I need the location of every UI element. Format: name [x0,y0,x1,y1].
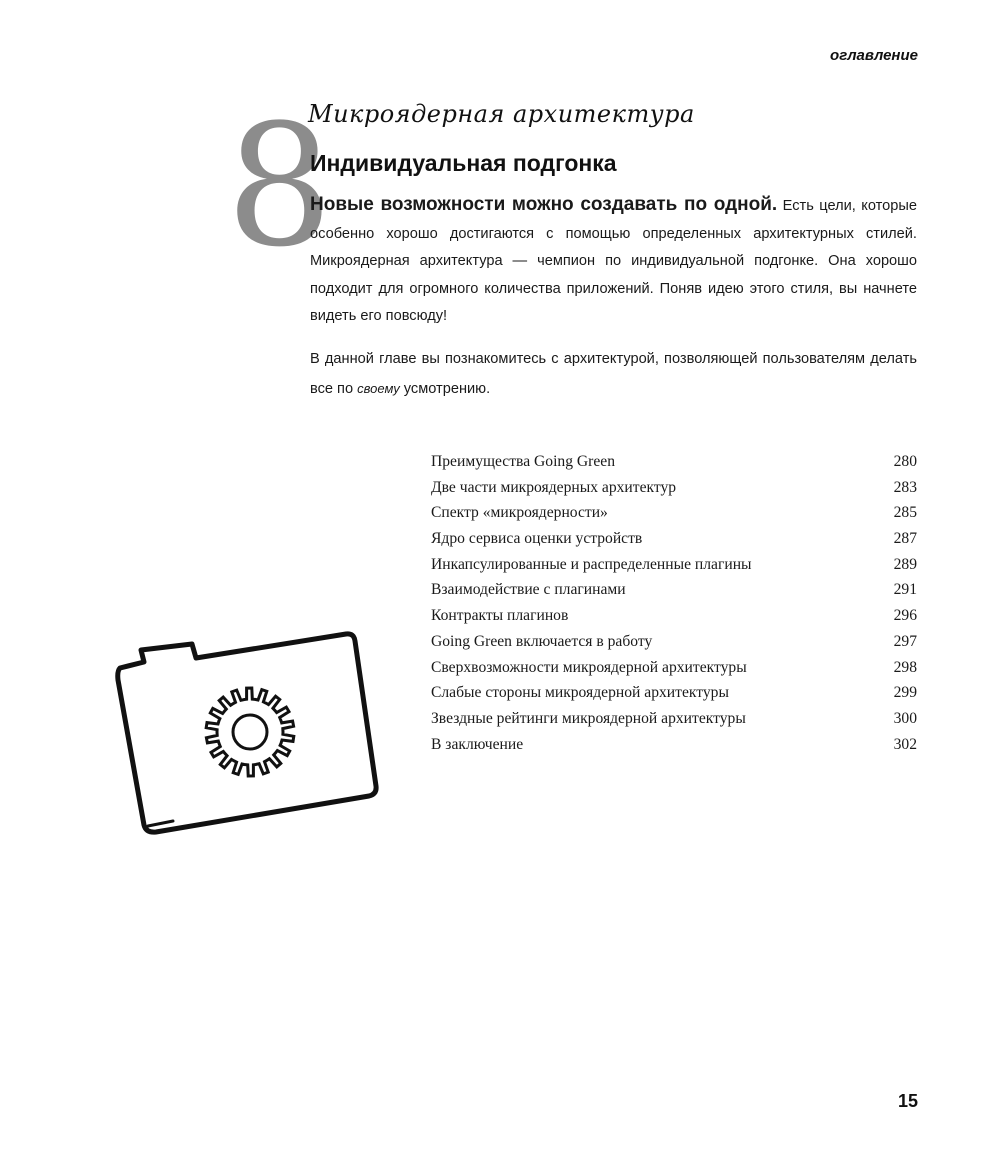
toc-entry-page: 280 [893,453,917,470]
toc-entry-title: Ядро сервиса оценки устройств [431,530,643,548]
intro-text: Есть цели, которые особенно хорошо достигаются с помощью определенных архитектурных стилей. Микроядерная архитектура — чемпион по индивидуальной подгонке. Она хорошо подходит для огромного количества приложений. Поняв идею этого стиля, вы начнете видеть его повсюду! [310,198,917,324]
toc-entry-title: В заключение [431,735,524,753]
toc-entry[interactable] [431,581,917,607]
toc-entry-title: Слабые стороны микроядерной архитектуры [431,684,729,702]
intro-lead: Новые возможности можно создавать по одной. [310,194,778,215]
toc-entry-page: 297 [893,632,917,650]
toc-entry-title: Сверхвозможности микроядерной архитектуры [431,658,747,676]
toc-entry-page: 287 [893,530,917,548]
gear-icon [206,688,294,776]
toc-entry[interactable] [431,736,917,762]
toc-entry-title: Две части микроядерных архитектур [431,478,677,496]
toc-entry[interactable] [431,479,917,505]
toc-entry[interactable] [431,684,917,710]
toc-entry-page: 283 [893,478,917,496]
toc-entry[interactable] [431,504,917,530]
toc-entry[interactable] [431,659,917,685]
toc-entry[interactable] [431,453,917,479]
chapter-kicker: Микроядерная архитектура [308,100,695,128]
chapter-number: 8 [226,88,333,284]
summary-text-start: В данной главе вы познакомитесь с архитектурой, позволяющей пользователям делать все по [310,351,917,397]
summary-emphasis: своему [357,381,400,396]
toc-entry-page: 285 [893,504,917,522]
toc-entry[interactable] [431,530,917,556]
toc-entry-page: 291 [893,581,917,599]
page-number: 15 [897,1091,918,1111]
toc-entry[interactable] [431,633,917,659]
toc-entry-page: 296 [893,607,917,625]
toc-entry-title: Контракты плагинов [431,607,569,625]
summary-text-end: усмотрению. [399,381,491,397]
chapter-intro [310,191,917,331]
gear-folder-icon [108,628,388,838]
toc-entry-title: Преимущества Going Green [431,453,615,470]
toc-entry[interactable] [431,607,917,633]
chapter-summary [310,345,917,404]
toc-entry-page: 300 [893,709,917,727]
toc-entry-title: Going Green включается в работу [431,632,653,650]
toc-entry-page: 299 [893,684,917,702]
toc-entry-title: Взаимодействие с плагинами [431,581,626,599]
toc-entry-title: Инкапсулированные и распределенные плагины [431,555,752,573]
toc-entry-title: Спектр «микроядерности» [431,504,608,522]
toc-entry-page: 298 [893,658,917,676]
toc-entry-page: 302 [893,735,917,753]
toc-entry[interactable] [431,556,917,582]
toc-entry-page: 289 [893,555,917,573]
toc-entry-title: Звездные рейтинги микроядерной архитектуры [431,709,746,727]
chapter-title: Индивидуальная подгонка [310,150,617,176]
running-head: оглавление [830,47,918,64]
toc-list [431,453,917,761]
toc-entry[interactable] [431,710,917,736]
